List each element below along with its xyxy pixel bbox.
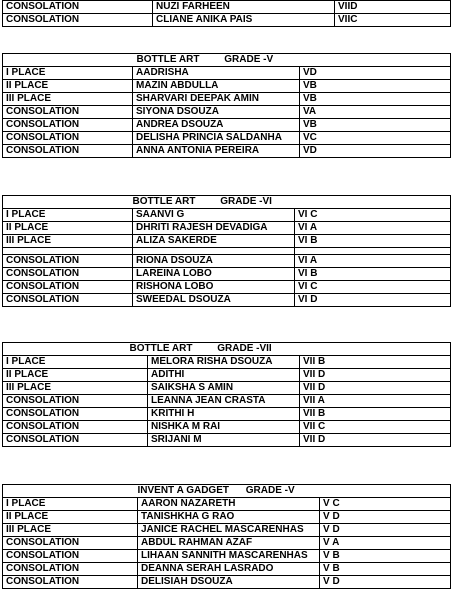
name-cell: MELORA RISHA DSOUZA <box>148 356 300 369</box>
grade-cell: V B <box>320 550 451 563</box>
name-cell: AARON NAZARETH <box>138 498 320 511</box>
table-row <box>3 209 451 222</box>
name-cell: ABDUL RAHMAN AZAF <box>138 537 320 550</box>
event-title: BOTTLE ART <box>129 343 193 354</box>
name-cell: SRIJANI M <box>148 434 300 447</box>
table-row <box>3 235 451 248</box>
grade-cell: VII D <box>300 369 451 382</box>
name-cell: LEANNA JEAN CRASTA <box>148 395 300 408</box>
grade-cell: VB <box>300 119 451 132</box>
table-title-row <box>3 54 451 67</box>
place-cell: II PLACE <box>3 222 133 235</box>
table-title-row <box>3 196 451 209</box>
place-cell: I PLACE <box>3 209 133 222</box>
results-table-invent-a-gadget-grade-5 <box>2 484 451 589</box>
table-row <box>3 145 451 158</box>
place-cell: I PLACE <box>3 67 133 80</box>
table-row <box>3 576 451 589</box>
top-partial-table <box>2 0 451 27</box>
place-cell: III PLACE <box>3 235 133 248</box>
grade-cell: V D <box>320 511 451 524</box>
grade-cell: V A <box>320 537 451 550</box>
table-row <box>3 382 451 395</box>
name-cell: SHARVARI DEEPAK AMIN <box>133 93 300 106</box>
grade-cell: V C <box>320 498 451 511</box>
event-title: BOTTLE ART <box>136 54 200 65</box>
table-row <box>3 395 451 408</box>
table-row <box>3 255 451 268</box>
table-row <box>3 281 451 294</box>
name-cell: DELISHA PRINCIA SALDANHA <box>133 132 300 145</box>
table-row <box>3 248 451 255</box>
grade-cell: VA <box>300 106 451 119</box>
table-row <box>3 524 451 537</box>
table-row <box>3 1 451 14</box>
place-cell: CONSOLATION <box>3 408 148 421</box>
name-cell: SWEEDAL DSOUZA <box>133 294 295 307</box>
place-cell: II PLACE <box>3 369 148 382</box>
name-cell: SIYONA DSOUZA <box>133 106 300 119</box>
event-title: INVENT A GADGET <box>137 485 229 496</box>
event-title: BOTTLE ART <box>132 196 196 207</box>
place-cell: CONSOLATION <box>3 255 133 268</box>
table-row <box>3 421 451 434</box>
name-cell: TANISHKHA G RAO <box>138 511 320 524</box>
name-cell: SAANVI G <box>133 209 295 222</box>
grade-cell: VII B <box>300 408 451 421</box>
grade-cell: VI C <box>295 209 451 222</box>
grade-cell: VII A <box>300 395 451 408</box>
place-cell: CONSOLATION <box>3 119 133 132</box>
table-row <box>3 14 451 27</box>
table-row <box>3 537 451 550</box>
grade-cell: VI A <box>295 255 451 268</box>
results-table-bottle-art-grade-5 <box>2 53 451 158</box>
name-cell: RISHONA LOBO <box>133 281 295 294</box>
grade-cell: VI C <box>295 281 451 294</box>
grade-title: GRADE -V <box>224 54 274 65</box>
grade-cell: VB <box>300 93 451 106</box>
name-cell: NISHKA M RAI <box>148 421 300 434</box>
name-cell: KRITHI H <box>148 408 300 421</box>
grade-title: GRADE -V <box>245 485 295 496</box>
place-cell: III PLACE <box>3 382 148 395</box>
name-cell: JANICE RACHEL MASCARENHAS <box>138 524 320 537</box>
name-cell: DEANNA SERAH LASRADO <box>138 563 320 576</box>
grade-cell: V B <box>320 563 451 576</box>
table-row <box>3 119 451 132</box>
name-cell: ANDREA DSOUZA <box>133 119 300 132</box>
table-row <box>3 563 451 576</box>
grade-cell: VII D <box>300 434 451 447</box>
place-cell: CONSOLATION <box>3 106 133 119</box>
results-table-bottle-art-grade-7 <box>2 342 451 447</box>
name-cell: LIHAAN SANNITH MASCARENHAS <box>138 550 320 563</box>
grade-cell: VI A <box>295 222 451 235</box>
name-cell: NUZI FARHEEN <box>153 1 335 14</box>
grade-cell: VII B <box>300 356 451 369</box>
name-cell: AADRISHA <box>133 67 300 80</box>
place-cell: CONSOLATION <box>3 268 133 281</box>
place-cell: CONSOLATION <box>3 281 133 294</box>
grade-cell: V D <box>320 524 451 537</box>
place-cell: CONSOLATION <box>3 434 148 447</box>
results-table-bottle-art-grade-6 <box>2 195 451 307</box>
name-cell: DHRITI RAJESH DEVADIGA <box>133 222 295 235</box>
name-cell: ADITHI <box>148 369 300 382</box>
table-row <box>3 93 451 106</box>
place-cell: CONSOLATION <box>3 132 133 145</box>
grade-title: GRADE -VII <box>217 343 272 354</box>
grade-cell: VI B <box>295 235 451 248</box>
table-row <box>3 369 451 382</box>
table-row <box>3 434 451 447</box>
place-cell: I PLACE <box>3 498 138 511</box>
table-row <box>3 511 451 524</box>
grade-cell: VIID <box>335 1 451 14</box>
place-cell: CONSOLATION <box>3 294 133 307</box>
place-cell: CONSOLATION <box>3 421 148 434</box>
name-cell: DELISIAH DSOUZA <box>138 576 320 589</box>
table-row <box>3 67 451 80</box>
place-cell: CONSOLATION <box>3 550 138 563</box>
table-row <box>3 80 451 93</box>
name-cell: ALIZA SAKERDE <box>133 235 295 248</box>
grade-title: GRADE -VI <box>220 196 272 207</box>
name-cell: RIONA DSOUZA <box>133 255 295 268</box>
grade-cell: VIIC <box>335 14 451 27</box>
table-title-row <box>3 485 451 498</box>
place-cell: CONSOLATION <box>3 14 153 27</box>
table-row <box>3 106 451 119</box>
grade-cell: V D <box>320 576 451 589</box>
name-cell: LAREINA LOBO <box>133 268 295 281</box>
name-cell: MAZIN ABDULLA <box>133 80 300 93</box>
grade-cell: VD <box>300 67 451 80</box>
table-row <box>3 268 451 281</box>
place-cell: CONSOLATION <box>3 563 138 576</box>
table-row <box>3 550 451 563</box>
name-cell: SAIKSHA S AMIN <box>148 382 300 395</box>
place-cell: III PLACE <box>3 93 133 106</box>
table-row <box>3 294 451 307</box>
name-cell: CLIANE ANIKA PAIS <box>153 14 335 27</box>
place-cell: CONSOLATION <box>3 1 153 14</box>
place-cell: II PLACE <box>3 511 138 524</box>
table-row <box>3 132 451 145</box>
grade-cell: VI B <box>295 268 451 281</box>
grade-cell: VB <box>300 80 451 93</box>
table-row <box>3 498 451 511</box>
grade-cell: VII D <box>300 382 451 395</box>
table-row <box>3 408 451 421</box>
place-cell: III PLACE <box>3 524 138 537</box>
table-row <box>3 222 451 235</box>
name-cell: ANNA ANTONIA PEREIRA <box>133 145 300 158</box>
place-cell: CONSOLATION <box>3 145 133 158</box>
table-row <box>3 356 451 369</box>
table-title-row <box>3 343 451 356</box>
place-cell: CONSOLATION <box>3 537 138 550</box>
grade-cell: VD <box>300 145 451 158</box>
grade-cell: VC <box>300 132 451 145</box>
place-cell: II PLACE <box>3 80 133 93</box>
place-cell: CONSOLATION <box>3 576 138 589</box>
grade-cell: VI D <box>295 294 451 307</box>
place-cell: I PLACE <box>3 356 148 369</box>
grade-cell: VII C <box>300 421 451 434</box>
place-cell: CONSOLATION <box>3 395 148 408</box>
